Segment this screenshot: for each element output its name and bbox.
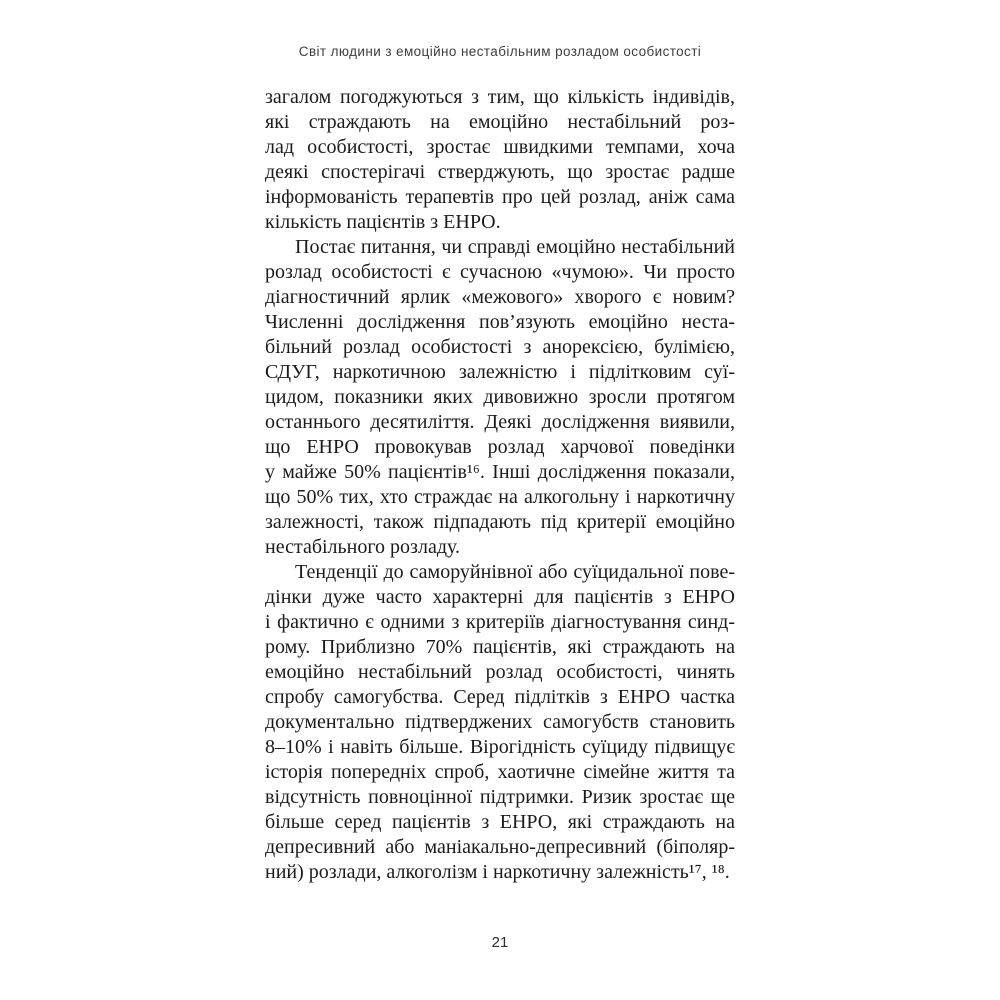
- text-line: що ЕНРО провокував розлад харчової поведінки: [265, 436, 735, 458]
- text-line: СДУГ, наркотичною залежністю і підлітковим суї-: [265, 361, 735, 383]
- text-line: дінки дуже часто характерні для пацієнтів з ЕНРО: [265, 586, 735, 608]
- text-line: емоційно нестабільний розлад особистості, чинять: [265, 661, 735, 683]
- text-line: Постає питання, чи справді емоційно нестабільний: [295, 236, 735, 258]
- text-line: лад особистості, зростає швидкими темпами, хоча: [265, 136, 735, 158]
- text-line: кількість пацієнтів з ЕНРО.: [265, 211, 501, 233]
- text-line: що 50% тих, хто страждає на алкогольну і наркотичну: [265, 486, 735, 508]
- running-header: Світ людини з емоційно нестабільним розладом особистості: [298, 44, 702, 59]
- paragraph: [265, 560, 735, 885]
- text-line: останнього десятиліття. Деякі дослідження виявили,: [265, 411, 735, 433]
- paragraph: [265, 85, 735, 235]
- page-body: [265, 85, 735, 885]
- text-line: рому. Приблизно 70% пацієнтів, які страждають на: [265, 636, 735, 658]
- text-line: розлад особистості є сучасною «чумою». Чи просто: [265, 261, 735, 283]
- text-line: залежності, також підпадають під критерії емоційно: [265, 511, 735, 533]
- text-line: цидом, показники яких дивовижно зросли протягом: [265, 386, 735, 408]
- page-number: 21: [491, 934, 509, 951]
- text-line: Численні дослідження пов’язують емоційно неста-: [265, 311, 735, 333]
- text-line: діагностичний ярлик «межового» хворого є новим?: [265, 286, 735, 308]
- text-line: історія попередніх спроб, хаотичне сімейне життя та: [265, 761, 735, 783]
- text-line: більше серед пацієнтів з ЕНРО, які страждають на: [265, 811, 735, 833]
- text-line: 8–10% і навіть більше. Вірогідність суїциду підвищує: [265, 736, 735, 758]
- text-line: більний розлад особистості з анорексією, булімією,: [265, 336, 735, 358]
- text-line: інформованість терапевтів про цей розлад, аніж сама: [265, 186, 735, 208]
- text-line: відсутність повноцінної підтримки. Ризик зростає ще: [265, 786, 735, 808]
- text-line: депресивний або маніакально-депресивний (біполяр-: [265, 836, 735, 858]
- text-line: загалом погоджуються з тим, що кількість індивідів,: [265, 86, 735, 108]
- text-line: у майже 50% пацієнтів¹⁶. Інші дослідження показали,: [265, 461, 735, 483]
- paragraph: [265, 235, 735, 560]
- text-line: нестабільного розладу.: [265, 536, 460, 558]
- text-line: документально підтверджених самогубств становить: [265, 711, 735, 733]
- text-line: ний) розлади, алкоголізм і наркотичну залежність¹⁷, ¹⁸.: [265, 861, 730, 883]
- text-line: спробу самогубства. Серед підлітків з ЕНРО частка: [265, 686, 735, 708]
- text-line: і фактично є одними з критеріїв діагностування синд-: [265, 611, 735, 633]
- text-line: які страждають на емоційно нестабільний роз-: [265, 111, 735, 133]
- text-line: деякі спостерігачі стверджують, що зростає радше: [265, 161, 735, 183]
- text-line: Тенденції до саморуйнівної або суїцидальної пове-: [295, 561, 735, 583]
